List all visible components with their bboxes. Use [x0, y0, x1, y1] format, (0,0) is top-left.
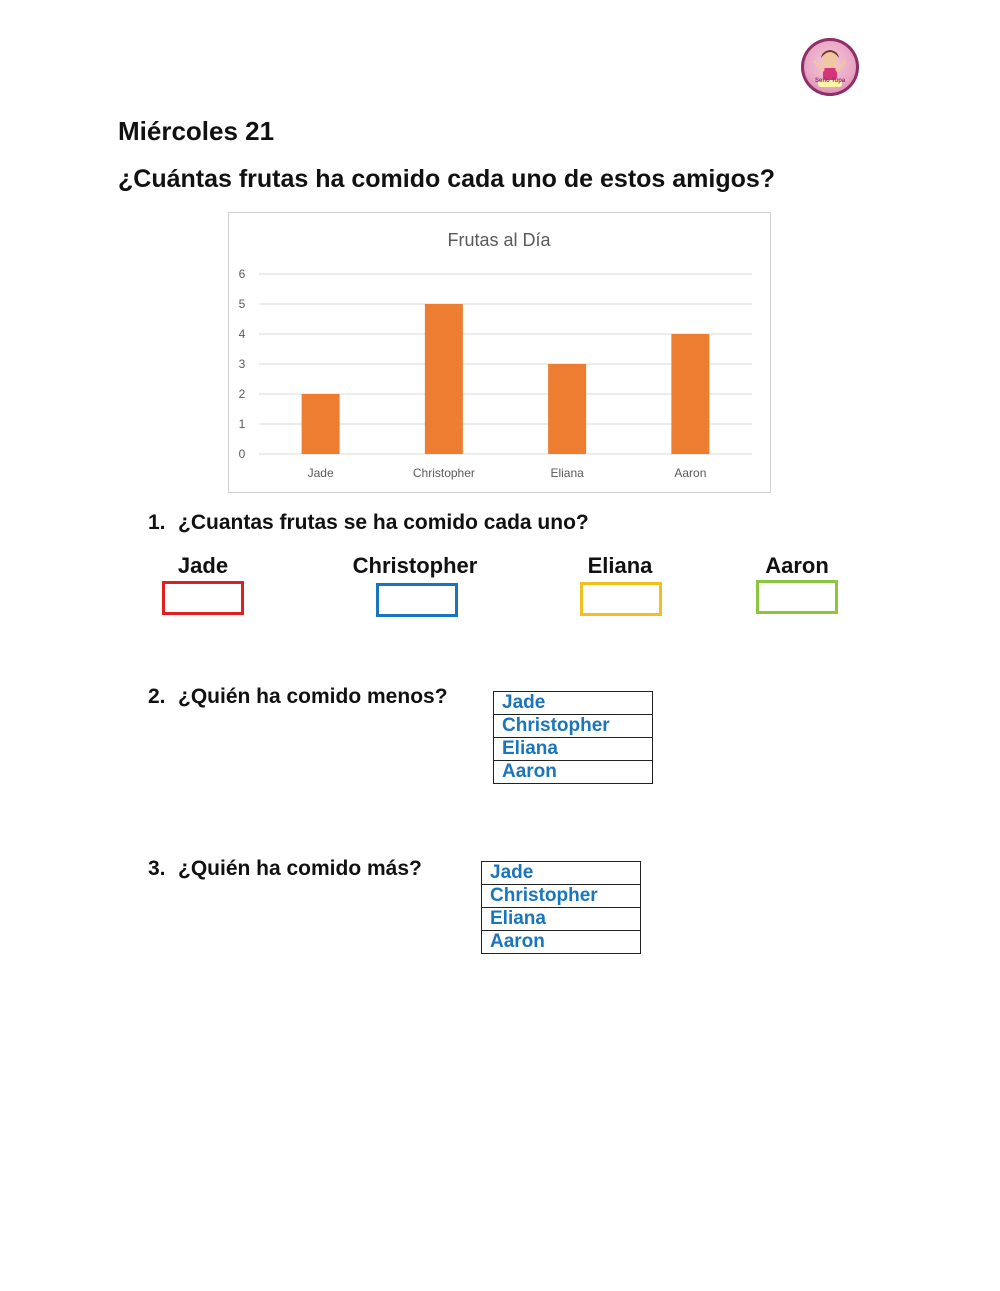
option-most-jade[interactable]: Jade	[482, 862, 641, 885]
y-tick-6: 6	[238, 267, 246, 281]
y-tick-1: 1	[238, 417, 246, 431]
bar-christopher	[425, 304, 463, 454]
y-tick-5: 5	[238, 297, 246, 311]
answer-box-jade[interactable]	[162, 581, 244, 615]
y-tick-0: 0	[238, 447, 246, 461]
option-most-christopher[interactable]: Christopher	[482, 885, 641, 908]
y-tick-2: 2	[238, 387, 246, 401]
option-least-eliana[interactable]: Eliana	[494, 738, 653, 761]
answer-box-christopher[interactable]	[376, 583, 458, 617]
bar-chart	[228, 212, 771, 493]
x-tick-jade: Jade	[307, 466, 334, 480]
logo-caption: Seño Tupa	[815, 78, 846, 84]
teacher-avatar-icon	[801, 38, 859, 96]
question-2-number: 2.	[148, 685, 166, 708]
answer-box-eliana[interactable]	[580, 582, 662, 616]
question-3-text: ¿Quién ha comido más?	[178, 857, 422, 880]
question-3-number: 3.	[148, 857, 166, 880]
page-date: Miércoles 21	[118, 116, 275, 146]
question-1-text: ¿Cuantas frutas se ha comido cada uno?	[178, 511, 589, 534]
option-most-aaron[interactable]: Aaron	[482, 931, 641, 954]
y-tick-4: 4	[238, 327, 246, 341]
name-label-jade: Jade	[177, 553, 229, 578]
bar-aaron	[671, 334, 709, 454]
bar-jade	[302, 394, 340, 454]
main-question: ¿Cuántas frutas ha comido cada uno de estos amigos?	[118, 165, 776, 193]
name-label-aaron: Aaron	[765, 553, 829, 578]
name-label-christopher: Christopher	[352, 553, 478, 578]
answer-box-aaron[interactable]	[756, 580, 838, 614]
options-table-least	[493, 691, 653, 784]
question-2-text: ¿Quién ha comido menos?	[178, 685, 448, 708]
question-3	[148, 857, 422, 881]
name-label-eliana: Eliana	[587, 553, 653, 578]
y-tick-3: 3	[238, 357, 246, 371]
chart-title: Frutas al Día	[447, 230, 551, 250]
x-tick-christopher: Christopher	[412, 466, 475, 480]
question-1-number: 1.	[148, 511, 166, 534]
question-2	[148, 685, 448, 709]
x-tick-eliana: Eliana	[550, 466, 584, 480]
question-1	[148, 511, 589, 535]
options-table-most	[481, 861, 641, 954]
option-least-jade[interactable]: Jade	[494, 692, 653, 715]
option-least-christopher[interactable]: Christopher	[494, 715, 653, 738]
chart-canvas	[229, 213, 770, 492]
option-most-eliana[interactable]: Eliana	[482, 908, 641, 931]
x-tick-aaron: Aaron	[674, 466, 707, 480]
bar-eliana	[548, 364, 586, 454]
option-least-aaron[interactable]: Aaron	[494, 761, 653, 784]
